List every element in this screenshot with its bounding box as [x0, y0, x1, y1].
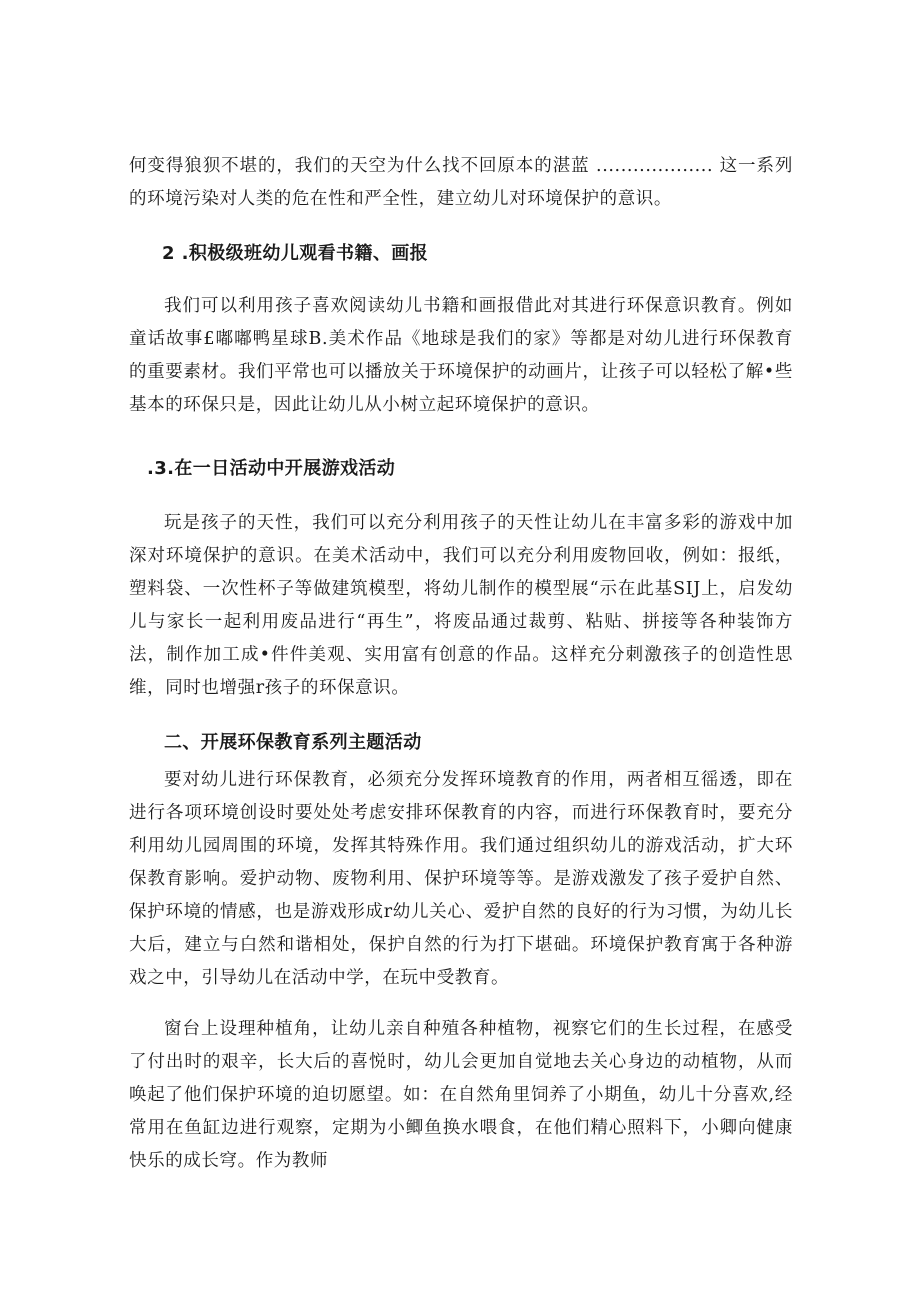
section-heading-themes: 二、开展环保教育系列主题活动 — [164, 732, 422, 753]
subheading-games: .3.在一日活动中开展游戏活动 — [147, 458, 396, 479]
games-paragraph: 玩是孩子的天性，我们可以充分利用孩子的天性让幼儿在丰富多彩的游戏中加深对环境保护的意识。在美术活动中，我们可以充分利用废物回收，例如：报纸，塑料袋、一次性杯子等做建筑模型，将幼儿制作的模型展“示在此基SIJ上，启发幼儿与家长一起利用废品进行“再生”，将废品通过裁剪、粘贴、拼接等各种装饰方法，制作加工成•件件美观、实用富有创意的作品。这样充分刺激孩子的创造性思维，同时也增强r孩子的环保意识。 — [129, 513, 793, 698]
books-paragraph: 我们可以利用孩子喜欢阅读幼儿书籍和画报借此对其进行环保意识教育。例如童话故事£嘟嘟鸭星球B.美术作品《地球是我们的家》等都是对幼儿进行环保教育的重要素材。我们平常也可以播放关于环境保护的动画片，让孩子可以轻松了解•些基本的环保只是，因此让幼儿从小树立起环境保护的意识。 — [129, 296, 793, 415]
subheading-books: 2 .积极级班幼儿观看书籍、画报 — [162, 243, 429, 264]
plants-paragraph: 窗台上设理种植角，让幼儿亲自种殖各种植物，视察它们的生长过程，在感受了付出时的艰辛，长大后的喜悦时，幼儿会更加自觉地去关心身边的动植物，从而唤起了他们保护环境的迫切愿望。如：在自然角里饲养了小期鱼，幼儿十分喜欢,经常用在鱼缸边进行观察，定期为小鲫鱼换水喂食，在他们精心照料下，小卿向健康快乐的成长穹。作为教师 — [129, 1019, 793, 1171]
intro-paragraph: 何变得狼狈不堪的，我们的天空为什么找不回原本的湛蓝 ................... 这一系列的环境污染对人类的危在性和严全性，建立幼儿对环境保护的意识。 — [129, 156, 793, 209]
section2-paragraph: 要对幼儿进行环保教育，必须充分发挥环境教育的作用，两者相互徭透，即在进行各项环境创设时要处处考虑安排环保教育的内容，而进行环保教育时，要充分利用幼儿园周围的环境，发挥其特殊作用。我们通过组织幼儿的游戏活动，扩大环保教育影响。爱护动物、废物利用、保护环境等等。是游戏激发了孩子爱护自然、保护环境的情感，也是游戏形成r幼儿关心、爱护自然的良好的行为习惯，为幼儿长大后，建立与白然和谐相处，保护自然的行为打下堪础。环境保护教育寓于各种游戏之中，引导幼儿在活动中学，在玩中受教育。 — [129, 770, 793, 988]
